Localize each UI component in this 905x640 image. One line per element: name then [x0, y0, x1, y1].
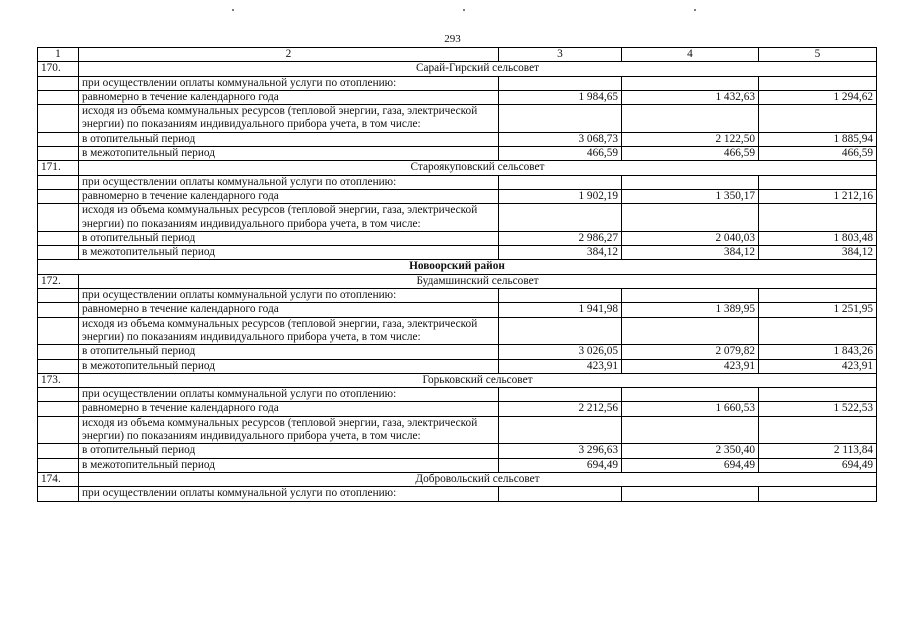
tariff-value-col4 — [622, 388, 759, 402]
tariff-value-col4 — [622, 416, 759, 444]
empty-number-cell — [38, 231, 79, 245]
row-number: 174. — [38, 472, 79, 486]
tariff-value-col5: 1 885,94 — [759, 132, 877, 146]
page-number: 293 — [444, 33, 461, 45]
empty-number-cell — [38, 458, 79, 472]
tariff-label: в межотопительный период — [79, 458, 499, 472]
tariff-row — [38, 303, 877, 317]
tariff-value-col3 — [499, 388, 622, 402]
tariff-value-col3 — [499, 416, 622, 444]
column-number: 4 — [622, 48, 759, 62]
tariff-value-col4: 694,49 — [622, 458, 759, 472]
tariff-value-col4 — [622, 487, 759, 501]
tariff-label: в межотопительный период — [79, 147, 499, 161]
tariff-row — [38, 416, 877, 444]
scan-marks — [0, 9, 905, 17]
empty-number-cell — [38, 487, 79, 501]
tariff-row — [38, 204, 877, 232]
tariff-value-col3: 3 026,05 — [499, 345, 622, 359]
tariff-label: при осуществлении оплаты коммунальной услуги по отоплению: — [79, 388, 499, 402]
tariff-value-col5: 1 212,16 — [759, 189, 877, 203]
empty-number-cell — [38, 317, 79, 345]
tariff-value-col5 — [759, 416, 877, 444]
tariff-value-col5: 1 522,53 — [759, 402, 877, 416]
empty-number-cell — [38, 76, 79, 90]
tariff-label: равномерно в течение календарного года — [79, 90, 499, 104]
empty-number-cell — [38, 402, 79, 416]
tariff-value-col3: 1 941,98 — [499, 303, 622, 317]
tariff-label: в межотопительный период — [79, 359, 499, 373]
tariff-label: равномерно в течение календарного года — [79, 303, 499, 317]
tariff-label: равномерно в течение календарного года — [79, 402, 499, 416]
tariff-label: в отопительный период — [79, 345, 499, 359]
tariff-value-col5 — [759, 388, 877, 402]
tariff-row — [38, 359, 877, 373]
tariff-value-col5 — [759, 175, 877, 189]
settlement-row — [38, 62, 877, 76]
tariff-label: в отопительный период — [79, 132, 499, 146]
tariff-label: равномерно в течение календарного года — [79, 189, 499, 203]
tariff-value-col3 — [499, 175, 622, 189]
scan-dot — [232, 9, 234, 11]
tariff-value-col3 — [499, 317, 622, 345]
tariff-row — [38, 189, 877, 203]
tariff-row — [38, 147, 877, 161]
empty-number-cell — [38, 416, 79, 444]
tariff-row — [38, 105, 877, 133]
tariff-row — [38, 246, 877, 260]
tariff-value-col4 — [622, 175, 759, 189]
tariff-value-col4: 2 350,40 — [622, 444, 759, 458]
settlement-name: Староякуповский сельсовет — [79, 161, 877, 175]
empty-number-cell — [38, 388, 79, 402]
empty-number-cell — [38, 175, 79, 189]
empty-number-cell — [38, 246, 79, 260]
tariff-value-col5 — [759, 76, 877, 90]
settlement-row — [38, 472, 877, 486]
tariff-value-col4 — [622, 105, 759, 133]
empty-number-cell — [38, 189, 79, 203]
tariff-value-col3: 1 984,65 — [499, 90, 622, 104]
tariff-value-col4: 1 432,63 — [622, 90, 759, 104]
tariff-row — [38, 345, 877, 359]
tariff-value-col5 — [759, 289, 877, 303]
tariff-label: в отопительный период — [79, 444, 499, 458]
tariff-value-col3: 384,12 — [499, 246, 622, 260]
scan-dot — [694, 9, 696, 11]
tariff-row — [38, 317, 877, 345]
tariff-value-col5: 1 251,95 — [759, 303, 877, 317]
tariff-label: при осуществлении оплаты коммунальной услуги по отоплению: — [79, 487, 499, 501]
tariff-row — [38, 487, 877, 501]
tariff-value-col3: 2 212,56 — [499, 402, 622, 416]
tariff-value-col4 — [622, 76, 759, 90]
tariff-value-col5 — [759, 204, 877, 232]
tariff-row — [38, 132, 877, 146]
tariff-label: при осуществлении оплаты коммунальной услуги по отоплению: — [79, 289, 499, 303]
tariff-value-col5: 1 294,62 — [759, 90, 877, 104]
empty-number-cell — [38, 444, 79, 458]
tariff-label: в отопительный период — [79, 231, 499, 245]
settlement-name: Сарай-Гирский сельсовет — [79, 62, 877, 76]
scan-dot — [463, 9, 465, 11]
tariff-value-col5: 2 113,84 — [759, 444, 877, 458]
column-number-row — [38, 48, 877, 62]
tariff-row — [38, 231, 877, 245]
tariff-label: в межотопительный период — [79, 246, 499, 260]
settlement-name: Будамшинский сельсовет — [79, 274, 877, 288]
empty-number-cell — [38, 132, 79, 146]
tariff-row — [38, 444, 877, 458]
tariff-value-col4: 384,12 — [622, 246, 759, 260]
row-number: 171. — [38, 161, 79, 175]
tariff-label: исходя из объема коммунальных ресурсов (тепловой энергии, газа, электрической энергии) по показаниям индивидуального прибора учета, в том числе: — [79, 204, 499, 232]
tariff-value-col5: 384,12 — [759, 246, 877, 260]
tariff-label: исходя из объема коммунальных ресурсов (тепловой энергии, газа, электрической энергии) по показаниям индивидуального прибора учета, в том числе: — [79, 416, 499, 444]
tariff-label: при осуществлении оплаты коммунальной услуги по отоплению: — [79, 76, 499, 90]
settlement-name: Горьковский сельсовет — [79, 373, 877, 387]
tariff-value-col5: 466,59 — [759, 147, 877, 161]
column-number: 5 — [759, 48, 877, 62]
tariff-value-col3: 1 902,19 — [499, 189, 622, 203]
empty-number-cell — [38, 359, 79, 373]
tariff-label: при осуществлении оплаты коммунальной услуги по отоплению: — [79, 175, 499, 189]
tariff-row — [38, 458, 877, 472]
tariff-value-col3: 3 296,63 — [499, 444, 622, 458]
tariff-value-col3: 694,49 — [499, 458, 622, 472]
tariff-value-col5 — [759, 317, 877, 345]
tariff-value-col5: 1 803,48 — [759, 231, 877, 245]
row-number: 170. — [38, 62, 79, 76]
tariff-value-col4: 1 660,53 — [622, 402, 759, 416]
empty-number-cell — [38, 90, 79, 104]
column-number: 1 — [38, 48, 79, 62]
tariff-value-col4: 423,91 — [622, 359, 759, 373]
tariff-value-col4: 2 079,82 — [622, 345, 759, 359]
tariff-value-col4: 2 040,03 — [622, 231, 759, 245]
row-number: 172. — [38, 274, 79, 288]
tariff-value-col3: 3 068,73 — [499, 132, 622, 146]
empty-number-cell — [38, 345, 79, 359]
column-number: 3 — [499, 48, 622, 62]
tariff-value-col4: 1 350,17 — [622, 189, 759, 203]
tariff-table-body — [38, 48, 877, 502]
tariff-value-col3: 2 986,27 — [499, 231, 622, 245]
tariff-value-col5 — [759, 487, 877, 501]
tariff-value-col3: 423,91 — [499, 359, 622, 373]
tariff-value-col5: 694,49 — [759, 458, 877, 472]
row-number: 173. — [38, 373, 79, 387]
settlement-name: Добровольский сельсовет — [79, 472, 877, 486]
tariff-table — [37, 47, 877, 502]
settlement-row — [38, 274, 877, 288]
empty-number-cell — [38, 204, 79, 232]
tariff-value-col5 — [759, 105, 877, 133]
tariff-value-col3 — [499, 204, 622, 232]
tariff-value-col4: 466,59 — [622, 147, 759, 161]
empty-number-cell — [38, 147, 79, 161]
district-row — [38, 260, 877, 274]
tariff-row — [38, 289, 877, 303]
tariff-row — [38, 402, 877, 416]
district-name: Новоорский район — [38, 260, 877, 274]
settlement-row — [38, 161, 877, 175]
tariff-value-col4 — [622, 289, 759, 303]
tariff-row — [38, 388, 877, 402]
tariff-value-col5: 1 843,26 — [759, 345, 877, 359]
tariff-value-col3 — [499, 105, 622, 133]
tariff-value-col3: 466,59 — [499, 147, 622, 161]
tariff-value-col4: 1 389,95 — [622, 303, 759, 317]
tariff-value-col3 — [499, 289, 622, 303]
empty-number-cell — [38, 303, 79, 317]
tariff-row — [38, 90, 877, 104]
empty-number-cell — [38, 289, 79, 303]
tariff-row — [38, 175, 877, 189]
empty-number-cell — [38, 105, 79, 133]
tariff-value-col3 — [499, 76, 622, 90]
settlement-row — [38, 373, 877, 387]
tariff-value-col4 — [622, 204, 759, 232]
tariff-value-col4 — [622, 317, 759, 345]
column-number: 2 — [79, 48, 499, 62]
tariff-label: исходя из объема коммунальных ресурсов (тепловой энергии, газа, электрической энергии) по показаниям индивидуального прибора учета, в том числе: — [79, 105, 499, 133]
tariff-row — [38, 76, 877, 90]
tariff-label: исходя из объема коммунальных ресурсов (тепловой энергии, газа, электрической энергии) по показаниям индивидуального прибора учета, в том числе: — [79, 317, 499, 345]
tariff-value-col5: 423,91 — [759, 359, 877, 373]
tariff-value-col3 — [499, 487, 622, 501]
tariff-value-col4: 2 122,50 — [622, 132, 759, 146]
